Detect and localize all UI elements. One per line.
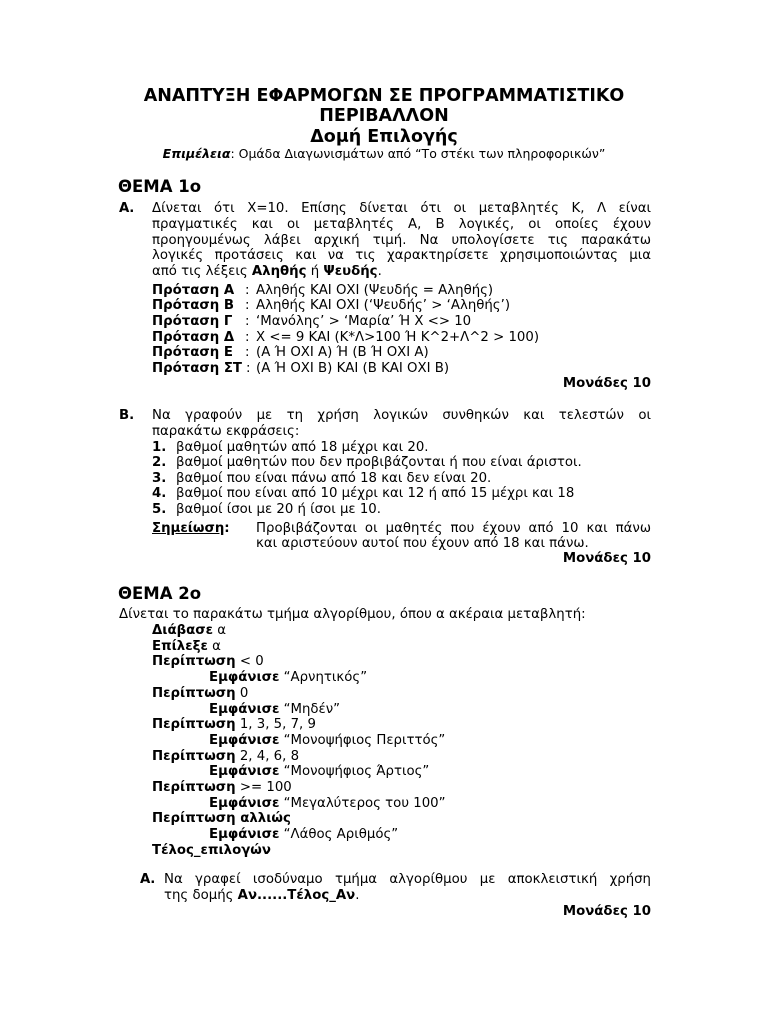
code-line <box>209 764 429 780</box>
code-line <box>152 654 264 670</box>
code-argument: “Μεγαλύτερος του 100” <box>279 795 446 811</box>
theme1-a-line: Δίνεται ότι X=10. Επίσης δίνεται ότι οι μεταβλητές Κ, Λ είναι <box>152 201 651 216</box>
word-true: Αληθής <box>251 264 307 279</box>
code-line <box>152 843 271 859</box>
code-keyword: Εμφάνισε <box>209 732 280 748</box>
code-line <box>152 686 248 702</box>
list-item-number: 3. <box>152 471 167 486</box>
proposition-label: Πρόταση Ε <box>152 345 233 360</box>
theme1-b-marker: Β. <box>119 408 135 423</box>
proposition-text: (Α Ή ΟΧΙ Β) ΚΑΙ (Β ΚΑΙ ΟΧΙ Β) <box>256 361 450 376</box>
code-argument: 1, 3, 5, 7, 9 <box>235 717 316 733</box>
proposition-colon: : <box>245 330 250 345</box>
code-keyword: Περίπτωση αλλιώς <box>152 811 291 827</box>
credit-text: : Ομάδα Διαγωνισμάτων από “Το στέκι των πληροφορικών” <box>230 146 606 161</box>
theme1-b-line: Να γραφούν με τη χρήση λογικών συνθηκών και τελεστών οι <box>152 408 651 423</box>
code-keyword: Περίπτωση <box>152 654 236 670</box>
theme2-a-marker: Α. <box>140 872 156 887</box>
code-line <box>152 623 226 639</box>
code-argument: 2, 4, 6, 8 <box>235 748 300 764</box>
proposition-text: (Α Ή ΟΧΙ Α) Ή (Β Ή ΟΧΙ Α) <box>256 345 429 360</box>
code-argument: 0 <box>235 685 249 701</box>
line2-prefix: της δομής <box>164 888 238 903</box>
proposition-colon: : <box>245 283 250 298</box>
code-keyword: Εμφάνισε <box>209 795 280 811</box>
code-keyword: Εμφάνισε <box>209 701 280 717</box>
code-keyword: Περίπτωση <box>152 748 236 764</box>
word-or: ή <box>306 264 324 279</box>
theme1-heading: ΘΕΜΑ 1ο <box>118 177 202 196</box>
marks-label: Μονάδες 10 <box>562 904 651 919</box>
proposition-text: X <= 9 ΚΑΙ (Κ*Λ>100 Ή Κ^2+Λ^2 > 100) <box>256 330 540 345</box>
list-item-number: 5. <box>152 502 167 517</box>
doc-title-line1: ΑΝΑΠΤΥΞΗ ΕΦΑΡΜΟΓΩΝ ΣΕ ΠΡΟΓΡΑΜΜΑΤΙΣΤΙΚΟ <box>143 86 625 106</box>
line2-structure: Αν......Τέλος_Αν <box>237 888 356 903</box>
code-argument: “Μονοψήφιος Άρτιος” <box>279 764 430 780</box>
last-line-suffix: . <box>377 264 382 279</box>
last-line-prefix: από τις λέξεις <box>152 264 252 279</box>
proposition-text: Αληθής ΚΑΙ ΟΧΙ (‘Ψευδής’ > ‘Αληθής’) <box>256 298 511 313</box>
code-line <box>152 749 299 765</box>
code-argument: “Μονοψήφιος Περιττός” <box>279 732 446 748</box>
list-item-number: 4. <box>152 486 167 501</box>
code-line <box>209 827 398 843</box>
marks-label: Μονάδες 10 <box>562 376 651 391</box>
theme2-intro: Δίνεται το παρακάτω τμήμα αλγορίθμου, όπου α ακέραια μεταβλητή: <box>119 607 586 622</box>
marks-label: Μονάδες 10 <box>562 551 651 566</box>
theme1-a-line: λογικές προτάσεις και να τις χαρακτηρίσετε χρησιμοποιώντας μια <box>152 248 651 263</box>
code-argument: < 0 <box>235 654 264 670</box>
theme2-a-line2 <box>164 888 359 904</box>
theme1-a-last-line <box>152 264 382 280</box>
credit-label: Επιμέλεια <box>162 146 231 161</box>
code-line <box>209 670 367 686</box>
code-keyword: Εμφάνισε <box>209 764 280 780</box>
list-item-text: βαθμοί μαθητών από 18 μέχρι και 20. <box>176 440 429 455</box>
code-argument: “Αρνητικός” <box>279 670 368 686</box>
list-item-text: βαθμοί μαθητών που δεν προβιβάζονται ή που είναι άριστοι. <box>176 455 582 470</box>
note-label: Σημείωση <box>152 521 225 536</box>
code-keyword: Διάβασε <box>152 623 214 638</box>
theme1-a-line: πραγματικές και οι μεταβλητές Α, Β λογικές, οι οποίες έχουν <box>152 217 651 232</box>
code-argument: “Μηδέν” <box>279 701 341 717</box>
theme2-heading: ΘΕΜΑ 2ο <box>118 584 202 603</box>
proposition-label: Πρόταση Γ <box>152 314 233 329</box>
code-keyword: Περίπτωση <box>152 717 236 733</box>
proposition-label: Πρόταση ΣΤ <box>152 361 243 376</box>
code-line <box>209 796 446 812</box>
code-keyword: Περίπτωση <box>152 780 236 795</box>
note-colon: : <box>224 521 230 536</box>
code-line <box>209 733 445 749</box>
proposition-text: Αληθής ΚΑΙ ΟΧΙ (Ψευδής = Αληθής) <box>256 283 494 298</box>
word-false: Ψευδής <box>323 264 378 279</box>
doc-subtitle: Δομή Επιλογής <box>310 127 458 147</box>
theme1-a-marker: Α. <box>119 201 135 216</box>
note-label-wrap <box>152 521 230 537</box>
code-line <box>209 702 340 718</box>
list-item-number: 2. <box>152 455 167 470</box>
code-keyword: Επίλεξε <box>152 638 208 654</box>
note-line: Προβιβάζονται οι μαθητές που έχουν από 10 και πάνω <box>256 521 651 536</box>
code-line <box>152 717 316 733</box>
code-line <box>152 780 292 796</box>
credit-line <box>0 146 768 161</box>
code-argument: “Λάθος Αριθμός” <box>279 827 399 843</box>
list-item-text: βαθμοί ίσοι με 20 ή ίσοι με 10. <box>176 502 381 517</box>
proposition-label: Πρόταση Δ <box>152 330 235 345</box>
theme1-a-line: προηγουμένως λάβει αρχική τιμή. Να υπολογίσετε τις παρακάτω <box>152 233 651 248</box>
proposition-text: ‘Μανόλης’ > ‘Μαρία’ Ή X <> 10 <box>256 314 472 329</box>
code-keyword: Τέλος_επιλογών <box>152 842 271 858</box>
list-item-number: 1. <box>152 440 167 455</box>
theme2-a-line: Να γραφεί ισοδύναμο τμήμα αλγορίθμου με αποκλειστική χρήση <box>164 872 651 887</box>
proposition-colon: : <box>245 345 250 360</box>
code-argument: α <box>213 623 227 638</box>
list-item-text: βαθμοί που είναι πάνω από 18 και δεν είναι 20. <box>176 471 492 486</box>
theme1-b-line: παρακάτω εκφράσεις: <box>152 424 300 439</box>
proposition-label: Πρόταση Β <box>152 298 234 313</box>
proposition-colon: : <box>246 361 251 376</box>
proposition-colon: : <box>245 314 250 329</box>
proposition-label: Πρόταση Α <box>152 283 235 298</box>
list-item-text: βαθμοί που είναι από 10 μέχρι και 12 ή από 15 μέχρι και 18 <box>176 486 575 501</box>
proposition-colon: : <box>245 298 250 313</box>
note-line: και αριστεύουν αυτοί που έχουν από 18 και πάνω. <box>256 536 589 551</box>
code-keyword: Εμφάνισε <box>209 827 280 843</box>
code-keyword: Εμφάνισε <box>209 670 280 686</box>
code-line <box>152 811 291 827</box>
code-line <box>152 639 221 655</box>
line2-suffix: . <box>355 888 360 903</box>
code-argument: α <box>207 638 221 654</box>
doc-title-line2: ΠΕΡΙΒΑΛΛΟΝ <box>319 106 449 126</box>
code-keyword: Περίπτωση <box>152 685 236 701</box>
code-argument: >= 100 <box>235 780 292 795</box>
